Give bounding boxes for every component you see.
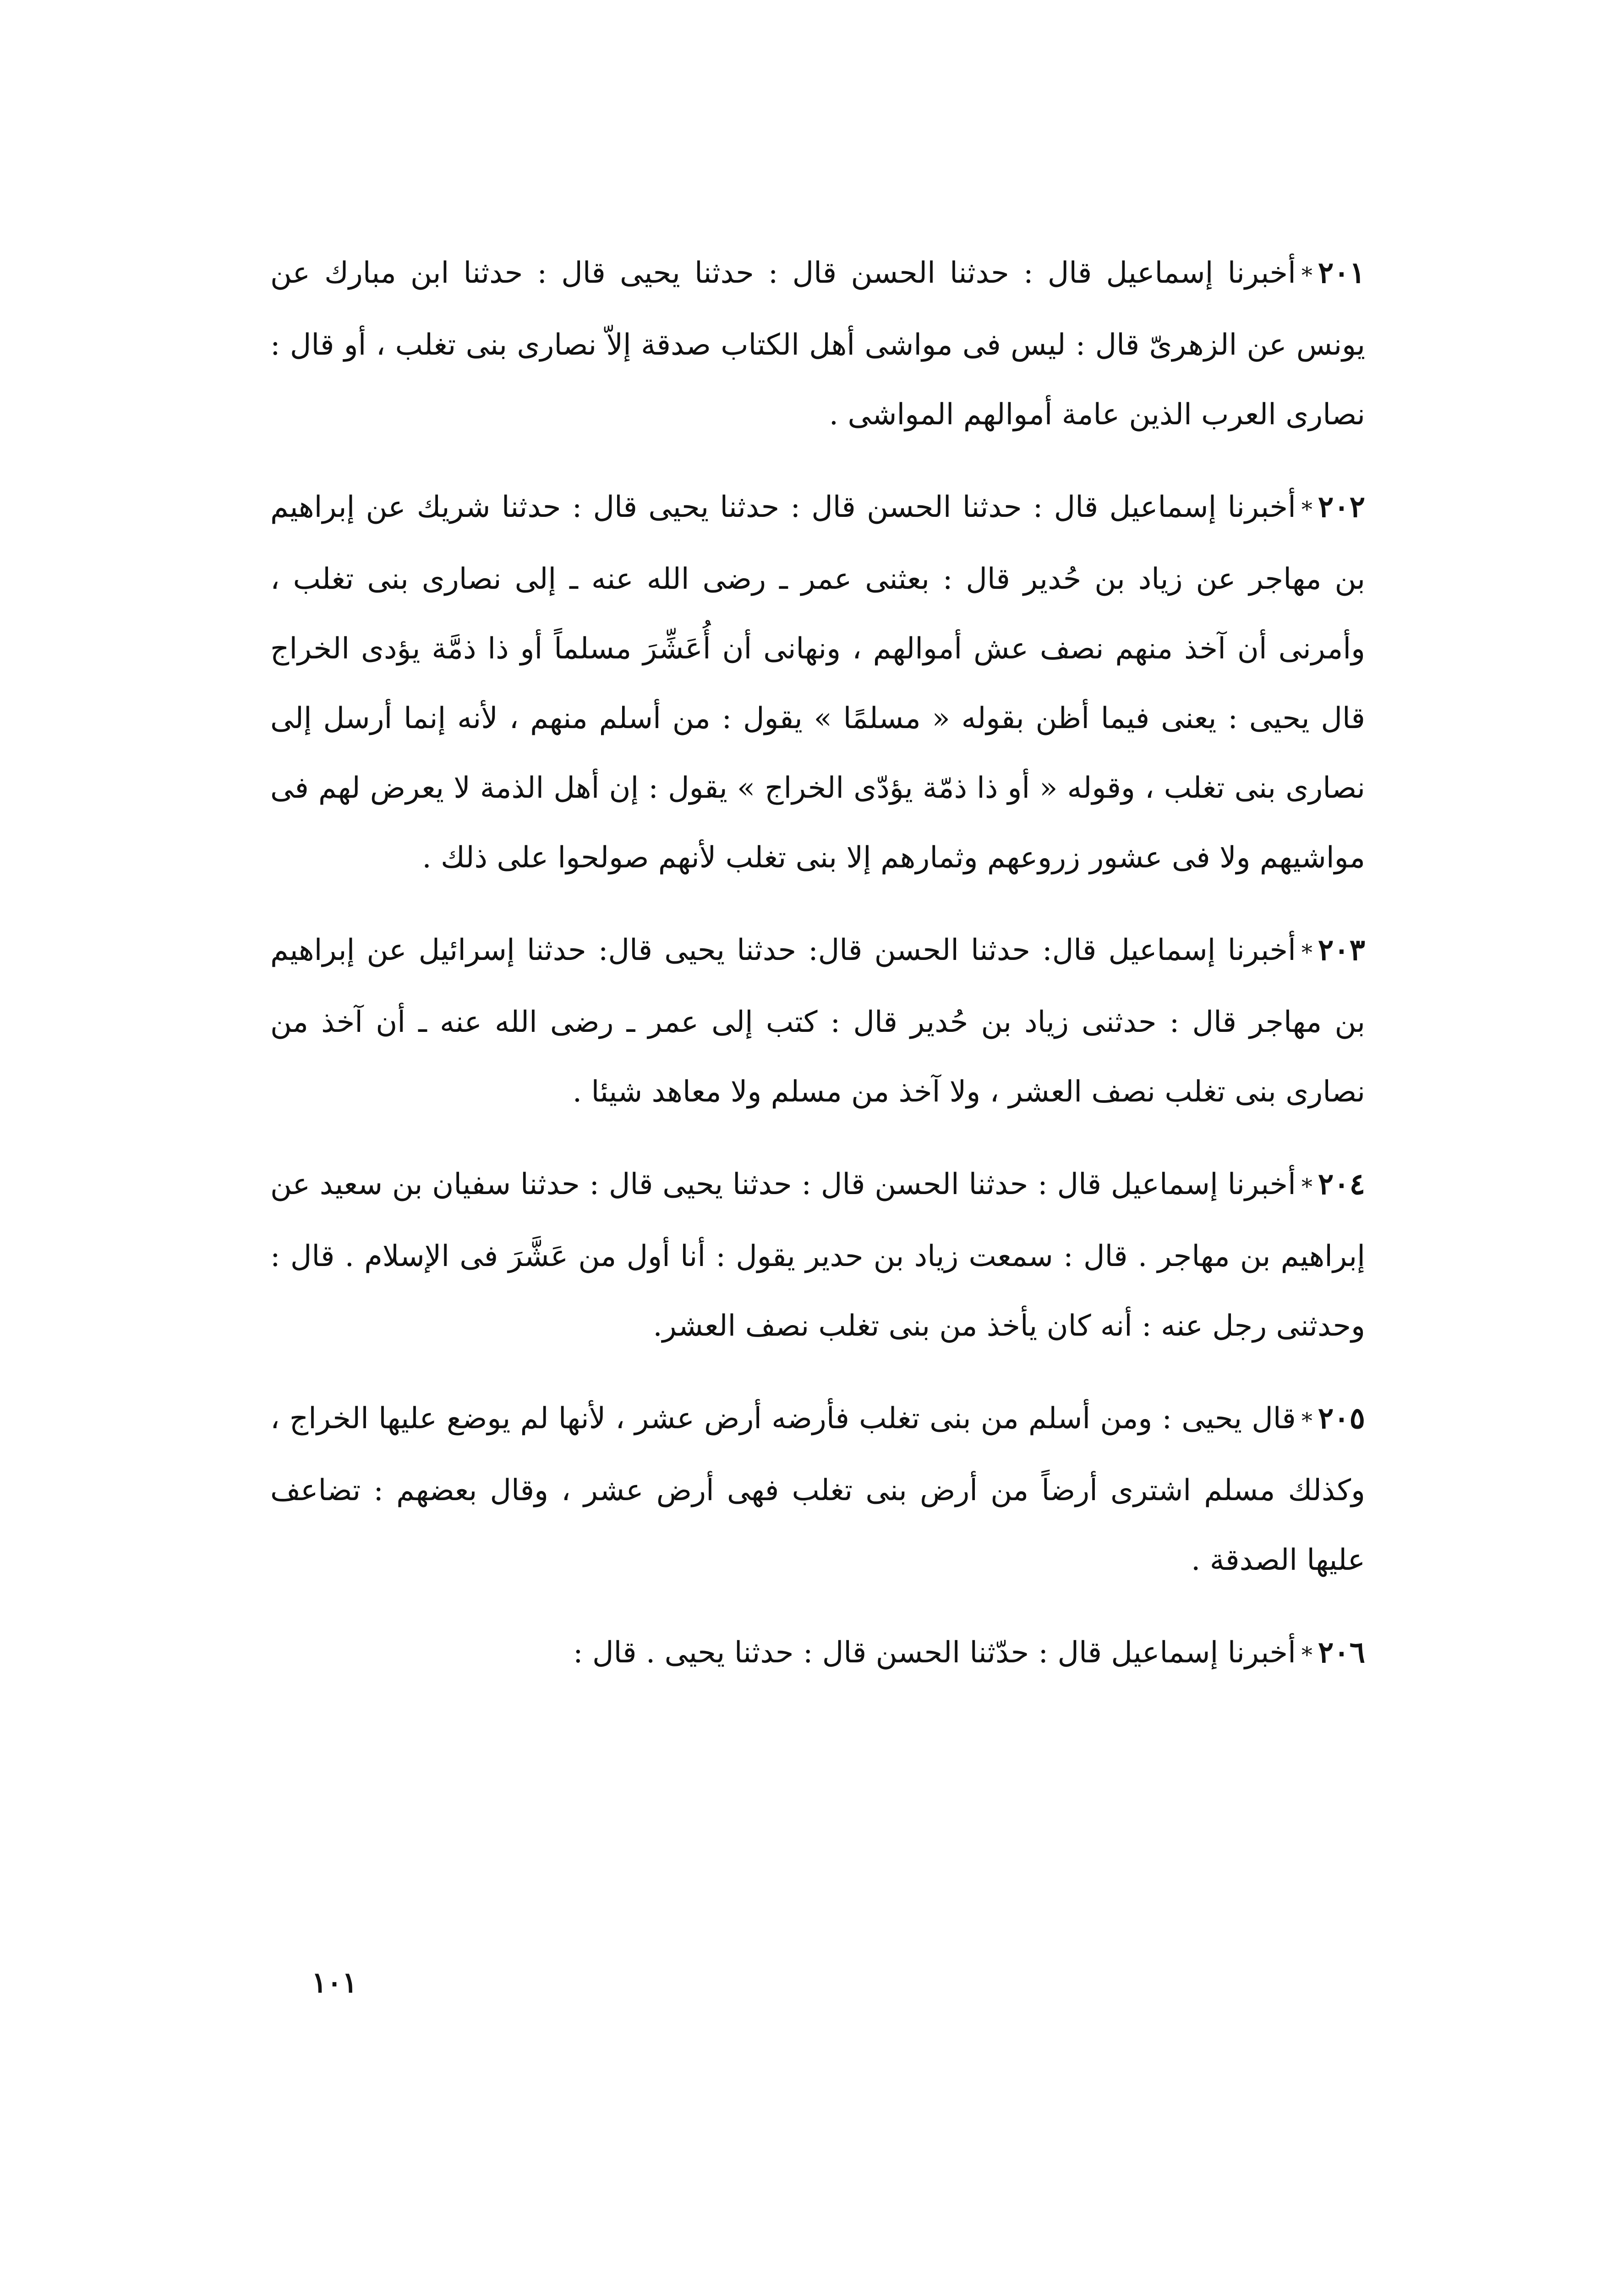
entry-text: قال يحيى : ومن أسلم من بنى تغلب فأرضه أرض عشر ، لأنها لم يوضع عليها الخراج ، وكذلك مسلم اشترى أرضاً من أرض بنى تغلب فهى أرض عشر ، وقال بعضهم : تضاعف عليها الصدقة . (270, 1402, 1366, 1577)
entry-marker: * (1301, 263, 1312, 288)
entry-number: ٢٠٣ (1318, 933, 1365, 967)
page-number: ١٠١ (312, 1966, 357, 1999)
entry-marker: * (1301, 1642, 1312, 1668)
main-text (270, 238, 1365, 1690)
entry-marker: * (1301, 940, 1312, 965)
entry-number: ٢٠١ (1318, 256, 1366, 290)
entry-marker: * (1301, 1408, 1312, 1434)
entry-text: أخبرنا إسماعيل قال : حدثنا الحسن قال : حدثنا يحيى قال : حدثنا ابن مبارك عن يونس عن الزهرىّ قال : ليس فى مواشى أهل الكتاب صدقة إلاّ نصارى بنى تغلب ، أو قال : نصارى العرب الذين عامة أموالهم المواشى . (270, 256, 1366, 432)
entry-number: ٢٠٢ (1318, 490, 1365, 524)
entry-number: ٢٠٥ (1318, 1401, 1366, 1436)
entry-text: أخبرنا إسماعيل قال: حدثنا الحسن قال: حدثنا يحيى قال: حدثنا إسرائيل عن إبراهيم بن مهاجر قال : حدثنى زياد بن حُدير قال : كتب إلى عمر ـ رضى الله عنه ـ أن آخذ من نصارى بنى تغلب نصف العشر ، ولا آخذ من مسلم ولا معاهد شيئا . (270, 933, 1366, 1109)
hadith-entry-202 (270, 472, 1365, 893)
entry-text: أخبرنا إسماعيل قال : حدثنا الحسن قال : حدثنا يحيى قال : حدثنا شريك عن إبراهيم بن مهاجر عن زياد بن حُدير قال : بعثنى عمر ـ رضى الله عنه ـ إلى نصارى بنى تغلب ، وأمرنى أن آخذ منهم نصف عش أموالهم ، ونهانى أن أُعَشِّرَ مسلماً أو ذا ذمَّة يؤدى الخراج قال يحيى : يعنى فيما أظن بقوله « مسلمًا » يقول : من أسلم منهم ، لأنه إنما أرسل إلى نصارى بنى تغلب ، وقوله « أو ذا ذمّة يؤدّى الخراج » يقول : إن أهل الذمة لا يعرض لهم فى مواشيهم ولا فى عشور زروعهم وثمارهم إلا بنى تغلب لأنهم صولحوا على ذلك . (270, 490, 1366, 875)
hadith-entry-201 (270, 238, 1365, 449)
hadith-entry-204 (270, 1150, 1365, 1361)
hadith-entry-205 (270, 1384, 1365, 1595)
entry-text: أخبرنا إسماعيل قال : حدثنا الحسن قال : حدثنا يحيى قال : حدثنا سفيان بن سعيد عن إبراهيم بن مهاجر . قال : سمعت زياد بن حدير يقول : أنا أول من عَشَّرَ فى الإسلام . قال : وحدثنى رجل عنه : أنه كان يأخذ من بنى تغلب نصف العشر. (270, 1167, 1365, 1343)
entry-marker: * (1301, 1174, 1312, 1200)
hadith-entry-203 (270, 915, 1365, 1127)
entry-marker: * (1301, 497, 1312, 522)
hadith-entry-206 (270, 1618, 1365, 1690)
entry-text: أخبرنا إسماعيل قال : حدّثنا الحسن قال : حدثنا يحيى . قال : (573, 1636, 1296, 1670)
entry-number: ٢٠٦ (1318, 1635, 1365, 1670)
entry-number: ٢٠٤ (1318, 1167, 1365, 1201)
